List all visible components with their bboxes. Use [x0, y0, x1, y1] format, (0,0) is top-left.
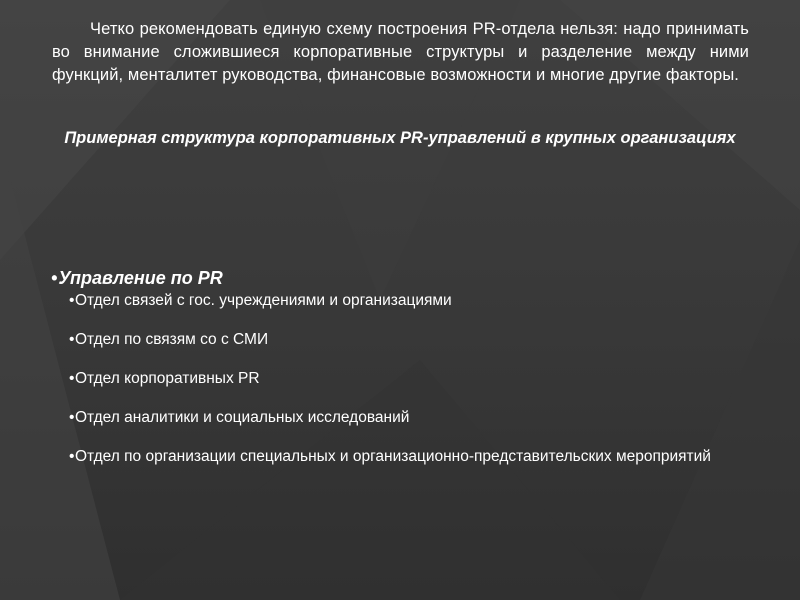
structure-list [51, 267, 771, 487]
main-item-label: • Управление по PR [51, 267, 771, 289]
department-item-2: • Отдел по связям со с СМИ [55, 331, 771, 349]
department-item-4: • Отдел аналитики и социальных исследований [55, 409, 771, 427]
department-item-3: • Отдел корпоративных PR [55, 370, 771, 388]
department-item-5: • Отдел по организации специальных и организационно-представительских мероприятий [55, 448, 771, 466]
slide-subtitle: Примерная структура корпоративных PR-управлений в крупных организациях [64, 129, 736, 147]
department-list [51, 292, 771, 466]
department-item-1: • Отдел связей с гос. учреждениями и организациями [55, 292, 771, 310]
intro-paragraph: Четко рекомендовать единую схему построения PR-отдела нельзя: надо принимать во внимание сложившиеся корпоративные структуры и разделение между ними функций, менталитет руководства, финансовые возможности и многие другие факторы. [52, 20, 749, 84]
structure-main-item [51, 267, 771, 466]
